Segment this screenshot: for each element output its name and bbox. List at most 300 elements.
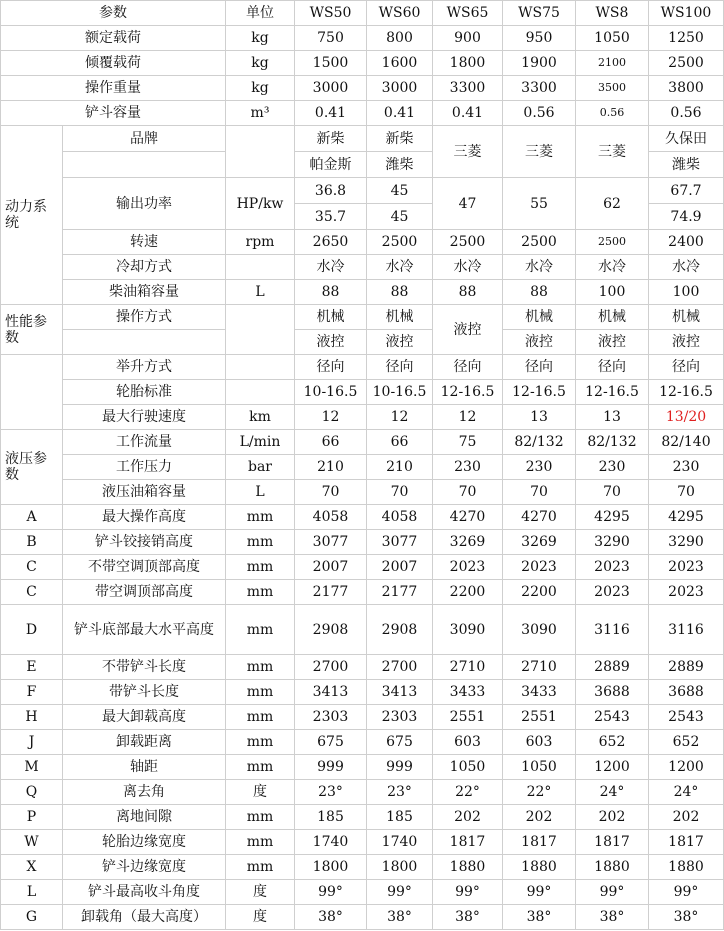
table-cell: 99° <box>433 880 503 905</box>
table-cell: 1880 <box>503 855 576 880</box>
table-cell: 82/132 <box>503 430 576 455</box>
table-row <box>1 230 724 255</box>
table-cell: 3433 <box>503 680 576 705</box>
table-row <box>1 855 724 880</box>
table-cell: 0.56 <box>576 101 649 126</box>
dim-code: G <box>1 905 63 930</box>
table-cell: 1817 <box>576 830 649 855</box>
table-cell: 45 <box>367 204 433 230</box>
table-cell: 2200 <box>433 580 503 605</box>
table-cell: 12-16.5 <box>576 380 649 405</box>
table-row <box>1 330 724 355</box>
table-cell: 3000 <box>367 76 433 101</box>
table-row <box>1 178 724 204</box>
table-cell: 2908 <box>295 605 367 655</box>
dim-code: E <box>1 655 63 680</box>
row-label: 最大操作高度 <box>63 505 226 530</box>
table-cell: 675 <box>295 730 367 755</box>
table-cell: 水冷 <box>433 255 503 280</box>
row-unit: L <box>226 480 295 505</box>
table-cell: 22° <box>503 780 576 805</box>
dim-code: L <box>1 880 63 905</box>
table-cell: 13 <box>503 405 576 430</box>
row-unit: mm <box>226 755 295 780</box>
table-cell: 22° <box>433 780 503 805</box>
row-label: 倾覆载荷 <box>1 51 226 76</box>
table-row <box>1 51 724 76</box>
row-label: 铲斗底部最大水平高度 <box>63 605 226 655</box>
table-row <box>1 730 724 755</box>
row-label: 液压油箱容量 <box>63 480 226 505</box>
row-label: 卸载角（最大高度） <box>63 905 226 930</box>
row-unit: mm <box>226 805 295 830</box>
table-row <box>1 680 724 705</box>
table-cell: 2500 <box>367 230 433 255</box>
table-cell: 0.56 <box>503 101 576 126</box>
table-cell: 230 <box>576 455 649 480</box>
row-unit: kg <box>226 26 295 51</box>
table-cell: 99° <box>295 880 367 905</box>
row-label: 离地间隙 <box>63 805 226 830</box>
table-row <box>1 76 724 101</box>
table-cell: 70 <box>503 480 576 505</box>
table-cell: 3688 <box>649 680 724 705</box>
table-cell: 12-16.5 <box>649 380 724 405</box>
row-unit: mm <box>226 555 295 580</box>
table-cell: 3090 <box>433 605 503 655</box>
table-cell: 3688 <box>576 680 649 705</box>
table-row <box>1 655 724 680</box>
table-cell: 潍柴 <box>367 152 433 178</box>
table-cell: 水冷 <box>649 255 724 280</box>
row-unit: mm <box>226 680 295 705</box>
row-label: 离去角 <box>63 780 226 805</box>
table-cell: 2710 <box>433 655 503 680</box>
table-cell: 2023 <box>576 555 649 580</box>
row-label: 工作流量 <box>63 430 226 455</box>
header-model: WS100 <box>649 1 724 26</box>
table-cell: 66 <box>367 430 433 455</box>
table-cell: 82/140 <box>649 430 724 455</box>
row-unit: 度 <box>226 880 295 905</box>
row-label: 转速 <box>63 230 226 255</box>
table-row <box>1 405 724 430</box>
table-row <box>1 505 724 530</box>
table-cell: 2007 <box>295 555 367 580</box>
row-unit: mm <box>226 655 295 680</box>
table-cell: 2023 <box>576 580 649 605</box>
table-cell: 750 <box>295 26 367 51</box>
table-cell: 2700 <box>367 655 433 680</box>
table-cell: 2908 <box>367 605 433 655</box>
table-cell: 1050 <box>503 755 576 780</box>
table-cell: 1817 <box>503 830 576 855</box>
header-model: WS65 <box>433 1 503 26</box>
table-cell: 70 <box>433 480 503 505</box>
table-cell: 75 <box>433 430 503 455</box>
table-cell: 2551 <box>433 705 503 730</box>
table-cell: 久保田 <box>649 126 724 152</box>
row-label: 轮胎边缘宽度 <box>63 830 226 855</box>
section-performance: 性能参数 <box>1 305 63 355</box>
row-label: 铲斗容量 <box>1 101 226 126</box>
row-label: 卸载距离 <box>63 730 226 755</box>
table-cell: 12-16.5 <box>433 380 503 405</box>
table-cell: 1800 <box>367 855 433 880</box>
row-unit: mm <box>226 580 295 605</box>
table-row <box>1 455 724 480</box>
table-cell: 38° <box>367 905 433 930</box>
dim-code: W <box>1 830 63 855</box>
table-cell: 2889 <box>649 655 724 680</box>
table-cell: 10-16.5 <box>295 380 367 405</box>
table-row <box>1 530 724 555</box>
table-cell: 202 <box>576 805 649 830</box>
table-cell: 1900 <box>503 51 576 76</box>
table-cell: 2710 <box>503 655 576 680</box>
dim-code: M <box>1 755 63 780</box>
table-cell: 2500 <box>503 230 576 255</box>
row-label: 输出功率 <box>63 178 226 230</box>
row-unit: mm <box>226 705 295 730</box>
table-cell: 1740 <box>367 830 433 855</box>
table-cell: 2889 <box>576 655 649 680</box>
table-cell: 3413 <box>367 680 433 705</box>
table-cell: 67.7 <box>649 178 724 204</box>
row-unit: km <box>226 405 295 430</box>
table-cell: 4270 <box>433 505 503 530</box>
table-cell: 38° <box>649 905 724 930</box>
table-row <box>1 905 724 930</box>
table-cell <box>1 355 63 430</box>
table-cell: 三菱 <box>576 126 649 178</box>
table-row <box>1 830 724 855</box>
row-unit: mm <box>226 855 295 880</box>
table-cell: 100 <box>576 280 649 305</box>
table-cell: 230 <box>503 455 576 480</box>
table-cell: 950 <box>503 26 576 51</box>
table-cell: 82/132 <box>576 430 649 455</box>
table-row <box>1 780 724 805</box>
table-cell: 66 <box>295 430 367 455</box>
table-cell: 1050 <box>433 755 503 780</box>
table-cell: 0.41 <box>295 101 367 126</box>
table-row <box>1 605 724 655</box>
table-cell: 0.41 <box>433 101 503 126</box>
table-cell: 999 <box>295 755 367 780</box>
table-cell: 230 <box>433 455 503 480</box>
table-cell: 88 <box>295 280 367 305</box>
table-cell: 603 <box>503 730 576 755</box>
table-cell: 2177 <box>367 580 433 605</box>
header-model: WS60 <box>367 1 433 26</box>
table-cell: 液控 <box>503 330 576 355</box>
table-cell: 水冷 <box>367 255 433 280</box>
table-cell: 机械 <box>576 305 649 330</box>
table-cell: 4058 <box>367 505 433 530</box>
table-cell: 38° <box>576 905 649 930</box>
table-row <box>1 480 724 505</box>
row-label: 带铲斗长度 <box>63 680 226 705</box>
table-cell: 4270 <box>503 505 576 530</box>
row-label: 举升方式 <box>63 355 226 380</box>
table-cell: 3116 <box>649 605 724 655</box>
table-cell: 652 <box>649 730 724 755</box>
table-cell: 3269 <box>433 530 503 555</box>
table-cell: 62 <box>576 178 649 230</box>
table-cell: 210 <box>367 455 433 480</box>
header-model: WS50 <box>295 1 367 26</box>
row-unit: mm <box>226 530 295 555</box>
table-cell: 2500 <box>433 230 503 255</box>
dim-code: A <box>1 505 63 530</box>
row-label: 铲斗铰接销高度 <box>63 530 226 555</box>
row-unit <box>226 380 295 405</box>
row-unit: rpm <box>226 230 295 255</box>
table-cell: 三菱 <box>503 126 576 178</box>
table-cell: 47 <box>433 178 503 230</box>
dim-code: C <box>1 580 63 605</box>
table-cell: 70 <box>295 480 367 505</box>
table-row <box>1 880 724 905</box>
table-cell: 999 <box>367 755 433 780</box>
header-model: WS8 <box>576 1 649 26</box>
table-cell: 3413 <box>295 680 367 705</box>
row-unit: L <box>226 280 295 305</box>
table-cell: 2007 <box>367 555 433 580</box>
row-unit: mm <box>226 830 295 855</box>
row-unit <box>226 255 295 280</box>
table-cell: 2177 <box>295 580 367 605</box>
table-cell: 38° <box>295 905 367 930</box>
table-cell: 185 <box>367 805 433 830</box>
table-cell: 1250 <box>649 26 724 51</box>
table-cell: 4295 <box>649 505 724 530</box>
table-cell: 70 <box>649 480 724 505</box>
table-cell: 3433 <box>433 680 503 705</box>
table-cell: 185 <box>295 805 367 830</box>
table-cell: 径向 <box>649 355 724 380</box>
table-cell: 机械 <box>649 305 724 330</box>
row-label: 最大卸载高度 <box>63 705 226 730</box>
table-cell: 202 <box>433 805 503 830</box>
table-cell: 900 <box>433 26 503 51</box>
table-row <box>1 305 724 330</box>
row-label: 操作重量 <box>1 76 226 101</box>
row-unit: 度 <box>226 780 295 805</box>
row-label: 带空调顶部高度 <box>63 580 226 605</box>
table-cell: 液控 <box>433 305 503 355</box>
table-cell: 10-16.5 <box>367 380 433 405</box>
header-unit: 单位 <box>226 1 295 26</box>
dim-code: P <box>1 805 63 830</box>
section-power: 动力系统 <box>1 126 63 305</box>
table-cell: 74.9 <box>649 204 724 230</box>
row-unit: mm <box>226 605 295 655</box>
table-cell: 2400 <box>649 230 724 255</box>
table-cell: 2650 <box>295 230 367 255</box>
table-cell: 3300 <box>433 76 503 101</box>
table-cell: 88 <box>367 280 433 305</box>
table-row <box>1 805 724 830</box>
table-cell: 55 <box>503 178 576 230</box>
table-cell: 2023 <box>649 580 724 605</box>
table-cell: 99° <box>367 880 433 905</box>
table-cell: 3290 <box>576 530 649 555</box>
table-cell: 2543 <box>649 705 724 730</box>
row-label: 轴距 <box>63 755 226 780</box>
table-cell: 202 <box>649 805 724 830</box>
row-label: 最大行驶速度 <box>63 405 226 430</box>
row-unit: L/min <box>226 430 295 455</box>
table-cell: 1800 <box>295 855 367 880</box>
row-label: 轮胎标准 <box>63 380 226 405</box>
table-cell <box>63 152 226 178</box>
table-cell: 12 <box>367 405 433 430</box>
table-cell: 3300 <box>503 76 576 101</box>
table-cell <box>63 330 226 355</box>
table-cell: 100 <box>649 280 724 305</box>
table-cell: 1600 <box>367 51 433 76</box>
table-cell: 2543 <box>576 705 649 730</box>
table-cell: 2551 <box>503 705 576 730</box>
table-cell: 3116 <box>576 605 649 655</box>
row-unit: kg <box>226 76 295 101</box>
table-cell: 1800 <box>433 51 503 76</box>
row-label: 铲斗最高收斗角度 <box>63 880 226 905</box>
table-cell: 3000 <box>295 76 367 101</box>
table-row <box>1 126 724 152</box>
table-cell: 3290 <box>649 530 724 555</box>
header-model: WS75 <box>503 1 576 26</box>
table-cell: 新柴 <box>367 126 433 152</box>
table-cell: 2500 <box>576 230 649 255</box>
table-cell: 机械 <box>503 305 576 330</box>
dim-code: F <box>1 680 63 705</box>
row-unit: 度 <box>226 905 295 930</box>
brand-label: 品牌 <box>63 126 226 152</box>
table-cell: 24° <box>649 780 724 805</box>
table-cell: 1200 <box>649 755 724 780</box>
table-cell: 液控 <box>295 330 367 355</box>
dim-code: X <box>1 855 63 880</box>
table-cell: 210 <box>295 455 367 480</box>
header-param: 参数 <box>1 1 226 26</box>
table-cell: 帕金斯 <box>295 152 367 178</box>
table-cell: 70 <box>576 480 649 505</box>
table-cell: 23° <box>295 780 367 805</box>
table-cell: 99° <box>649 880 724 905</box>
dim-code: H <box>1 705 63 730</box>
table-row <box>1 555 724 580</box>
table-cell: 0.56 <box>649 101 724 126</box>
table-cell: 35.7 <box>295 204 367 230</box>
table-cell: 45 <box>367 178 433 204</box>
row-unit: HP/kw <box>226 178 295 230</box>
table-cell: 径向 <box>295 355 367 380</box>
table-cell: 2500 <box>649 51 724 76</box>
table-row <box>1 755 724 780</box>
table-cell: 水冷 <box>576 255 649 280</box>
table-cell: 液控 <box>649 330 724 355</box>
table-cell: 液控 <box>576 330 649 355</box>
table-cell: 3800 <box>649 76 724 101</box>
dim-code: D <box>1 605 63 655</box>
dim-code: J <box>1 730 63 755</box>
table-cell: 88 <box>503 280 576 305</box>
row-label: 操作方式 <box>63 305 226 330</box>
table-cell: 800 <box>367 26 433 51</box>
table-cell: 4058 <box>295 505 367 530</box>
table-cell: 径向 <box>503 355 576 380</box>
row-label: 冷却方式 <box>63 255 226 280</box>
table-cell: 3077 <box>295 530 367 555</box>
table-cell: 12-16.5 <box>503 380 576 405</box>
table-cell: 2023 <box>433 555 503 580</box>
table-cell: 1500 <box>295 51 367 76</box>
table-cell: 潍柴 <box>649 152 724 178</box>
table-cell: 2700 <box>295 655 367 680</box>
table-cell: 4295 <box>576 505 649 530</box>
row-label: 不带空调顶部高度 <box>63 555 226 580</box>
table-cell: 202 <box>503 805 576 830</box>
table-cell: 1880 <box>576 855 649 880</box>
dim-code: Q <box>1 780 63 805</box>
table-cell: 230 <box>649 455 724 480</box>
table-cell <box>226 305 295 355</box>
table-cell: 2200 <box>503 580 576 605</box>
table-cell: 652 <box>576 730 649 755</box>
table-cell: 径向 <box>576 355 649 380</box>
table-row <box>1 355 724 380</box>
table-cell: 99° <box>576 880 649 905</box>
table-cell: 70 <box>367 480 433 505</box>
table-cell: 36.8 <box>295 178 367 204</box>
row-unit: kg <box>226 51 295 76</box>
table-cell: 水冷 <box>503 255 576 280</box>
table-cell: 2100 <box>576 51 649 76</box>
table-cell <box>226 126 295 178</box>
table-row <box>1 430 724 455</box>
table-cell: 13 <box>576 405 649 430</box>
table-row <box>1 101 724 126</box>
dim-code: C <box>1 555 63 580</box>
table-cell: 新柴 <box>295 126 367 152</box>
row-label: 柴油箱容量 <box>63 280 226 305</box>
table-cell: 径向 <box>367 355 433 380</box>
table-cell: 液控 <box>367 330 433 355</box>
dim-code: B <box>1 530 63 555</box>
table-row <box>1 26 724 51</box>
row-label: 不带铲斗长度 <box>63 655 226 680</box>
table-cell: 24° <box>576 780 649 805</box>
row-label: 工作压力 <box>63 455 226 480</box>
table-cell: 1880 <box>433 855 503 880</box>
table-cell: 88 <box>433 280 503 305</box>
table-row <box>1 280 724 305</box>
table-cell: 675 <box>367 730 433 755</box>
table-cell: 2303 <box>295 705 367 730</box>
table-cell: 12 <box>433 405 503 430</box>
table-cell: 1817 <box>433 830 503 855</box>
table-cell: 99° <box>503 880 576 905</box>
table-cell: 2023 <box>503 555 576 580</box>
row-label: 额定载荷 <box>1 26 226 51</box>
table-cell: 2023 <box>649 555 724 580</box>
row-unit: mm <box>226 505 295 530</box>
section-hydraulic: 液压参数 <box>1 430 63 505</box>
table-cell: 12 <box>295 405 367 430</box>
